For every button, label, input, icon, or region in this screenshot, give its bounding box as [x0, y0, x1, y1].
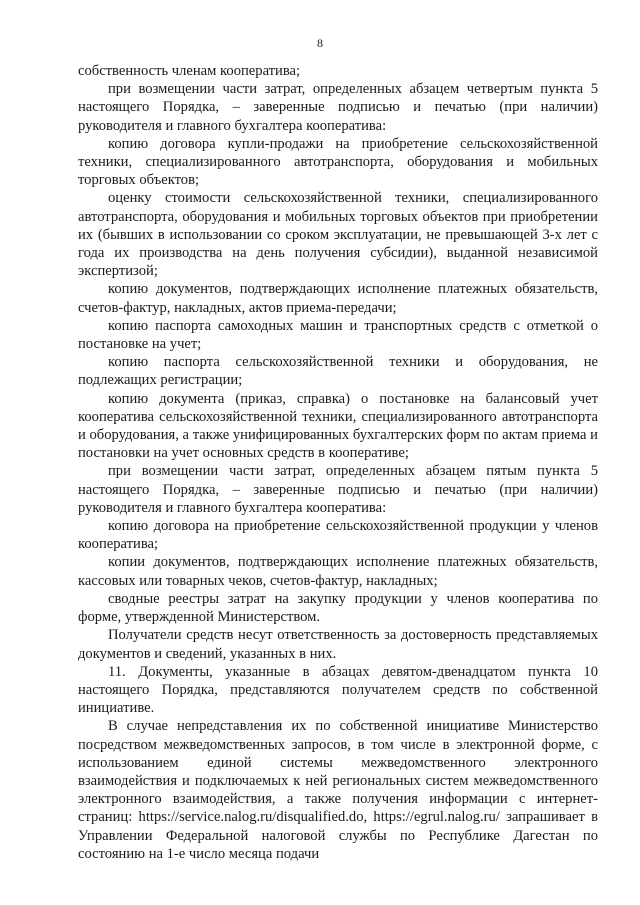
- paragraph: копию документов, подтверждающих исполнение платежных обязательств, счетов-фактур, накладных, актов приема-передачи;: [78, 281, 598, 316]
- paragraph: Получатели средств несут ответственность за достоверность представляемых документов и сведений, указанных в них.: [78, 627, 598, 662]
- paragraph: копию договора на приобретение сельскохозяйственной продукции у членов кооператива;: [78, 518, 598, 553]
- paragraph: при возмещении части затрат, определенных абзацем пятым пункта 5 настоящего Порядка, – заверенные подписью и печатью (при наличии) руководителя и главного бухгалтера кооператива:: [78, 463, 598, 516]
- paragraph: сводные реестры затрат на закупку продукции у членов кооператива по форме, утвержденной Министерством.: [78, 590, 598, 626]
- paragraph: 11. Документы, указанные в абзацах девятом-двенадцатом пункта 10 настоящего Порядка, представляются получателем средств по собственной инициативе.: [78, 663, 598, 717]
- paragraph: копию договора купли-продажи на приобретение сельскохозяйственной техники, специализированного автотранспорта, оборудования и мобильных торговых объектов;: [78, 135, 598, 189]
- paragraph: копии документов, подтверждающих исполнение платежных обязательств, кассовых или товарных чеков, счетов-фактур, накладных;: [78, 554, 598, 589]
- paragraph: копию паспорта сельскохозяйственной техники и оборудования, не подлежащих регистрации;: [78, 354, 598, 389]
- paragraph: оценку стоимости сельскохозяйственной техники, специализированного автотранспорта, оборудования и мобильных торговых объектов при приобретении их (бывших в использовании со сроком эксплуатации, не превышающей 3-х лет с года их производства на день получения субсидии), выданной независимой экспертизой;: [78, 190, 598, 280]
- page-number: 8: [317, 36, 323, 50]
- paragraph: копию документа (приказ, справка) о постановке на балансовый учет кооператива сельскохозяйственной техники, специализированного автотранспорта и оборудования, а также унифицированных бухгалтерских форм по актам приема и постановки на учет основных средств в кооперативе;: [78, 390, 598, 462]
- paragraph: копию паспорта самоходных машин и транспортных средств с отметкой о постановке на учет;: [78, 317, 598, 353]
- paragraph: В случае непредставления их по собственной инициативе Министерство посредством межведомственных запросов, в том числе в электронной форме, с использованием единой системы межведомственного электронного взаимодействия и подключаемых к ней региональных систем межведомственного электронного взаимодействия, а также получения информации с интернет-страниц: https://service.nalog.ru/disqualified.do, https://egrul.nalog.ru/ запрашивает в Управлении Федеральной налоговой службы по Республике Дагестан по состоянию на 1-е число месяца подачи: [78, 718, 598, 862]
- paragraph: при возмещении части затрат, определенных абзацем четвертым пункта 5 настоящего Порядка, – заверенные подписью и печатью (при наличии) руководителя и главного бухгалтера кооператива:: [78, 81, 598, 134]
- paragraph: собственность членам кооператива;: [78, 63, 301, 79]
- document-body: [78, 62, 598, 863]
